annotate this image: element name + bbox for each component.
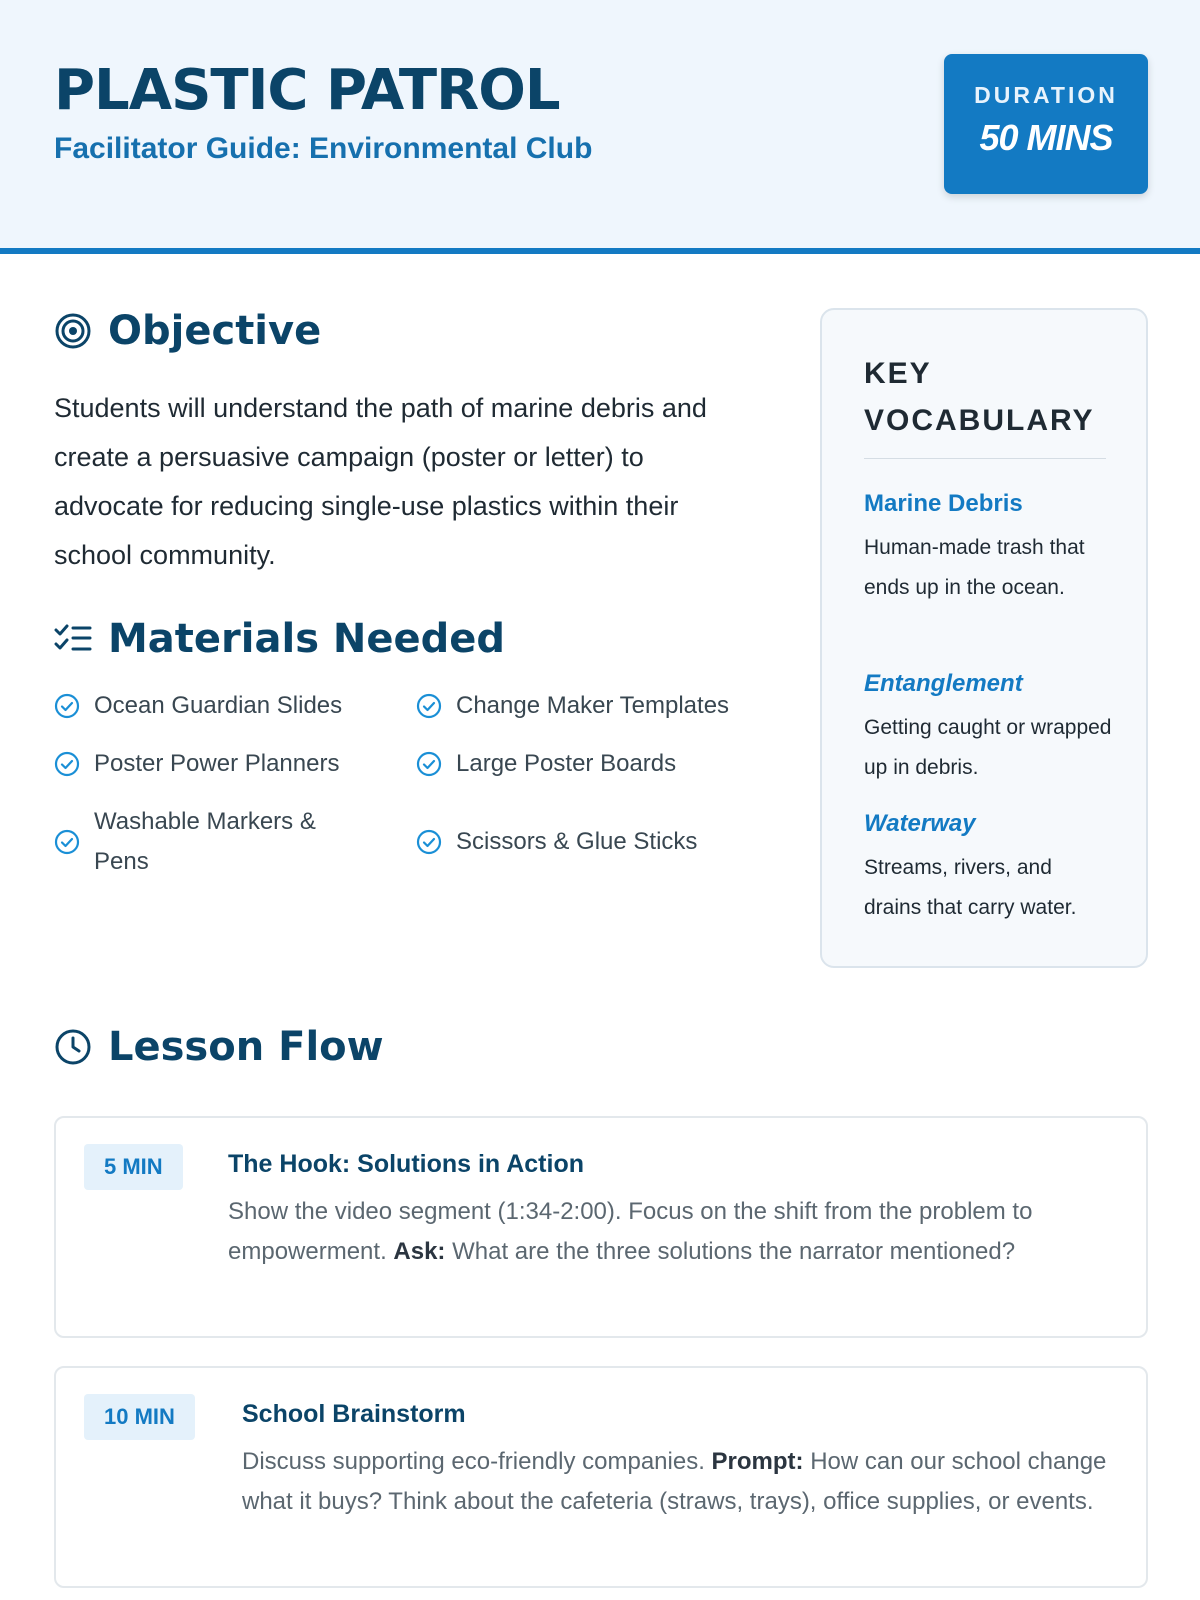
- check-circle-icon: [54, 829, 80, 855]
- material-label: Change Maker Templates: [456, 692, 730, 719]
- objective-heading-label: Objective: [108, 308, 322, 354]
- page-title: PLASTIC PATROL: [54, 58, 560, 123]
- check-circle-icon: [416, 829, 442, 855]
- material-item: [416, 744, 774, 784]
- objective-text: Students will understand the path of marine debris and create a persuasive campaign (poster or letter) to advocate for reducing single-use plastics within their school community.: [54, 393, 707, 570]
- step-description: [228, 1192, 1118, 1272]
- page-subtitle: Facilitator Guide: Environmental Club: [54, 132, 593, 165]
- materials-list: [54, 686, 774, 882]
- check-circle-icon: [416, 751, 442, 777]
- step-emphasis: Ask:: [393, 1238, 446, 1265]
- step-description: [242, 1442, 1122, 1522]
- material-item: [416, 802, 774, 882]
- material-label: Ocean Guardian Slides: [94, 692, 343, 719]
- checklist-icon: [54, 622, 92, 656]
- material-item: [416, 686, 774, 726]
- step-text: How can our school change what it buys? Think about the cafeteria (straws, trays), office supplies, or events.: [242, 1448, 1107, 1515]
- duration-value: 50 MINS: [979, 117, 1113, 158]
- lesson-flow-heading: [54, 1024, 384, 1070]
- material-label: Large Poster Boards: [456, 750, 677, 777]
- material-label: Scissors & Glue Sticks: [456, 828, 698, 855]
- step-text: What are the three solutions the narrator mentioned?: [445, 1238, 1016, 1265]
- check-circle-icon: [416, 693, 442, 719]
- vocab-definition: Getting caught or wrapped up in debris.: [864, 716, 1112, 779]
- step-text: Discuss supporting eco-friendly companies.: [242, 1448, 712, 1475]
- materials-heading-label: Materials Needed: [108, 616, 506, 662]
- vocabulary-title: KEY VOCABULARY: [864, 357, 1095, 437]
- vocab-definition: Streams, rivers, and drains that carry water.: [864, 856, 1077, 919]
- vocabulary-panel: [820, 308, 1148, 968]
- vocab-term: Entanglement: [864, 670, 1023, 697]
- duration-label: DURATION: [974, 82, 1118, 108]
- material-item: [54, 686, 416, 726]
- material-label: Washable Markers & Pens: [94, 808, 316, 875]
- step-title: School Brainstorm: [242, 1400, 466, 1428]
- check-circle-icon: [54, 751, 80, 777]
- page-header: [0, 0, 1200, 254]
- material-item: [54, 802, 354, 882]
- lesson-step-card: [54, 1366, 1148, 1588]
- step-duration-badge: 10 MIN: [84, 1394, 195, 1440]
- step-duration-badge: 5 MIN: [84, 1144, 183, 1190]
- material-item: [54, 744, 416, 784]
- lesson-flow-heading-label: Lesson Flow: [108, 1024, 384, 1070]
- check-circle-icon: [54, 693, 80, 719]
- lesson-step-card: [54, 1116, 1148, 1338]
- step-title: The Hook: Solutions in Action: [228, 1150, 584, 1178]
- vocab-term: Waterway: [864, 810, 976, 837]
- objective-heading: [54, 308, 321, 354]
- duration-badge: [944, 54, 1148, 194]
- vocab-definition: Human-made trash that ends up in the ocean.: [864, 536, 1085, 599]
- step-text: Show the video segment (1:34-2:00). Focus on the shift from the problem to empowerment.: [228, 1198, 1033, 1265]
- step-emphasis: Prompt:: [711, 1448, 804, 1475]
- clock-icon: [54, 1028, 92, 1066]
- material-label: Poster Power Planners: [94, 750, 340, 777]
- materials-heading: [54, 616, 505, 662]
- vocabulary-divider: [864, 458, 1106, 459]
- target-icon: [54, 312, 92, 350]
- vocab-term: Marine Debris: [864, 490, 1023, 517]
